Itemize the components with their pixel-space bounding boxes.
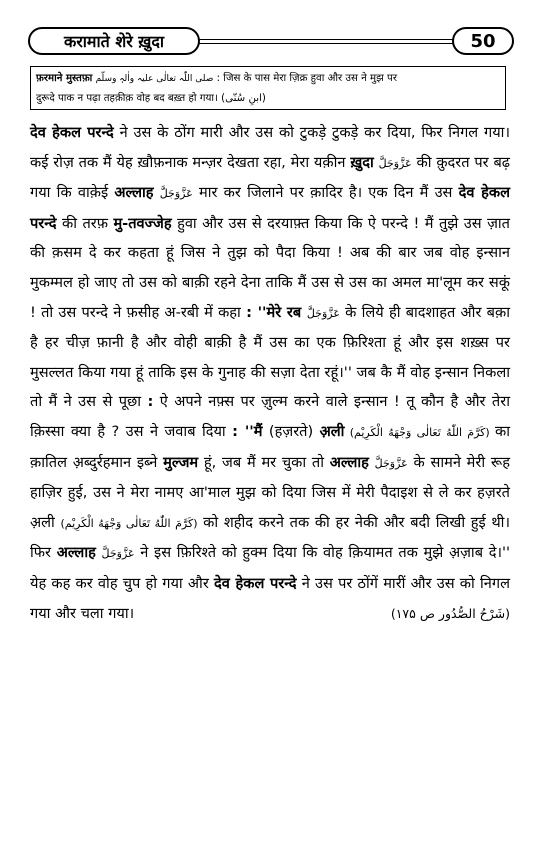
bold-khuda: ख़ुदा <box>350 153 374 171</box>
arabic-azza: عَزَّوَجَلَّ <box>101 547 135 561</box>
text-run: को शहीद करने तक की हर नेकी और बदी लिखी हुई थी। फिर <box>30 513 510 562</box>
text-run: ने इस फ़िरिश्ते को हुक्म दिया कि वोह क़ियामत तक मुझे अ़ज़ाब दे।'' येह कह कर वोह चुप हो गया और <box>30 544 511 592</box>
hadith-line-1 <box>36 69 500 89</box>
source-reference: (شَرْحُ الصُّدُور ص ۱۷۵) <box>390 605 510 621</box>
text-run: के लिये ही बादशाहत और बक़ा है हर चीज़ फ़ानी है और वोही बाक़ी है मैं उस का एक फ़िरिश्ता हूं और इस शख़्स पर मुसल्लत किया गया हूं ताकि इस के गुनाह की सज़ा देता रहूं।'' जब कै मैं वोह इन्सान निकला तो मैं ने उस से पूछा <box>30 303 510 411</box>
hadith-label: फ़रमाने मुस्तफ़ा <box>36 73 93 84</box>
arabic-azza: عَزَّوَجَلَّ <box>378 156 412 170</box>
bold-phrase: देव हेकल परन्दे <box>30 124 114 141</box>
bold-colon: : ''मेरे रब <box>246 303 307 321</box>
bold-colon: : ''मैं <box>232 422 263 440</box>
bold-phrase: मु-तवज्जेह <box>113 214 172 232</box>
bold-allah: अल्लाह <box>329 453 369 471</box>
text-run: हुवा और उस से दरयाफ़्त किया कि ऐ परन्दे ! मैं तुझे उस ज़ात की क़सम दे कर कहता हूं जिस ने तुझ को पैदा किया ! अब की बार जब वोह इन्सान मुकम्मल हो जाए तो उस को बाक़ी रहने देना ताकि मैं उस से उस का अमल मा'लूम कर सकूं ! तो उस परन्दे ने फ़सीह अ-रबी में कहा <box>30 214 511 321</box>
page-header <box>0 0 539 60</box>
text-run: ऐ अपने नफ़्स पर ज़ुल्म करने वाले इन्सान ! तू कौन है और तेरा क़िस्सा क्या है ? उस ने जवाब दिया <box>30 393 511 440</box>
text-run: का क़ातिल अ़ब्दुर्रहमान इब्ने <box>30 422 510 471</box>
text-run: की तरफ़ <box>56 214 114 232</box>
hadith-box <box>30 66 506 110</box>
text-run: मार कर जिलाने पर क़ादिर है। एक दिन मैं उस <box>192 184 459 202</box>
bold-phrase: देव हेकल परन्दे <box>30 184 511 232</box>
bold-muljam: मुल्जम <box>163 453 199 471</box>
bold-ali: अ़ली <box>319 422 345 440</box>
arabic-azza: عَزَّوَجَلَّ <box>306 306 340 320</box>
bold-phrase: देव हेकल परन्दे <box>214 574 297 592</box>
page-number: 50 <box>452 27 514 55</box>
salutation: صلی اللّٰہ تعالٰی علیہ واٰلہٖ وسلّم <box>95 74 214 84</box>
text-run: (हज़रते) <box>262 422 320 440</box>
paragraph <box>30 118 510 628</box>
hadith-text-1: : जिस के पास मेरा ज़िक्र हुवा और उस ने मुझ पर <box>216 73 398 84</box>
arabic-azza: عَزَّوَجَلَّ <box>374 456 408 470</box>
arabic-azza: عَزَّوَجَلَّ <box>159 187 193 201</box>
bold-allah: अल्लाह <box>56 544 96 562</box>
hadith-line-2: दुरूदे पाक न पढ़ा तहक़ीक़ वोह बद बख़्त हो गया। (ابنِ سُنّی) <box>36 93 266 104</box>
bold-colon: : <box>147 393 154 411</box>
text-run: ने उस पर ठोंगें मारीं और उस को निगल गया और चला गया। <box>30 574 510 622</box>
text-run: के सामने मेरी रूह हाज़िर हुई, उस ने मेरा नामए आ'माल मुझ को दिया जिस में मेरी पैदाइश से ले कर हज़रते अ़ली <box>30 453 511 531</box>
book-title: करामाते शेरे ख़ुदा <box>28 27 200 55</box>
text-run: ने उस के ठोंग मारी और उस को टुकड़े टुकड़े कर दिया, फिर निगल गया। कई रोज़ तक मैं येह ख़ौफ़नाक मन्ज़र देखता रहा, मेरा यक़ीन <box>30 124 510 171</box>
arabic-karram: (كَرَّمَ اللّٰهُ تَعَالٰی وَجْهَهُ الْكَرِيْم) <box>344 425 495 439</box>
main-text <box>30 118 510 628</box>
bold-allah: अल्लाह <box>114 184 154 202</box>
text-run: हूं, जब मैं मर चुका तो <box>198 453 330 471</box>
arabic-karram: (كَرَّمَ اللّٰهُ تَعَالٰی وَجْهَهُ الْكَرِيْم) <box>60 516 198 530</box>
text-run: की क़ुदरत पर बढ़ गया कि वाक़ेई <box>30 153 511 202</box>
